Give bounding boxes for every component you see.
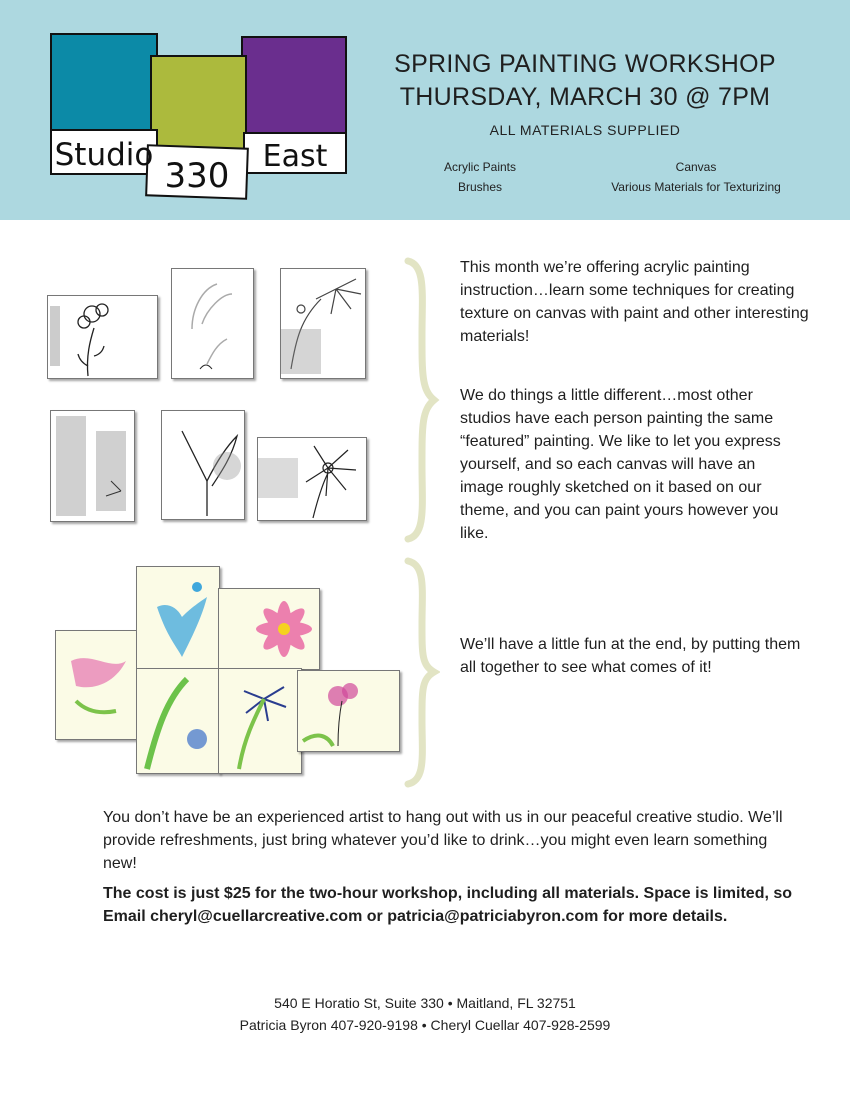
material-item: Various Materials for Texturizing	[611, 180, 781, 194]
sketch-canvas	[161, 410, 245, 520]
approach-paragraph: We do things a little different…most other studios have each person painting the same “featured” painting. We like to let you express yourself, and so each canvas will have an image roughly sketched on it based on our theme, and you can paint yours however you like.	[460, 387, 781, 542]
sketch-canvas	[50, 410, 135, 522]
sketch-canvas	[47, 295, 158, 379]
painted-canvas	[136, 566, 220, 674]
logo-word-studio: Studio	[54, 137, 154, 173]
material-item: Canvas	[675, 160, 717, 174]
materials-subtitle: ALL MATERIALS SUPPLIED	[489, 122, 681, 138]
material-item: Acrylic Paints	[443, 160, 517, 174]
painted-canvas	[55, 630, 139, 740]
painted-canvas	[136, 668, 220, 774]
cost-paragraph: The cost is just $25 for the two-hour workshop, including all materials. Space is limited, so Email cheryl@cuellarcreative.com or patricia@patriciabyron.com for more details.	[103, 885, 793, 925]
logo-word-east: East	[262, 139, 328, 174]
workshop-title	[380, 48, 790, 114]
refreshments-paragraph: You don’t have be an experienced artist to hang out with us in our peaceful creative studio. We’ll provide refreshments, just bring whatever you’d like to drink…you might even learn something new!	[103, 809, 783, 872]
curly-brace-decoration	[400, 555, 440, 790]
sketch-canvas	[280, 268, 366, 379]
intro-paragraph: This month we’re offering acrylic painting instruction…learn some techniques for creating texture on canvas with paint and other interesting materials!	[460, 259, 809, 345]
material-item: Brushes	[457, 180, 503, 194]
materials-left	[420, 157, 540, 197]
studio-330-east-logo	[0, 0, 360, 220]
painted-canvas	[218, 588, 320, 670]
sketch-canvas	[171, 268, 254, 379]
painted-canvas	[218, 668, 302, 774]
curly-brace-decoration	[400, 255, 440, 545]
footer-contacts: Patricia Byron 407-920-9198 • Cheryl Cuellar 407-928-2599	[239, 1017, 611, 1033]
title-line-2: THURSDAY, MARCH 30 @ 7PM	[399, 83, 771, 111]
footer-address: 540 E Horatio St, Suite 330 • Maitland, FL 32751	[274, 995, 576, 1011]
logo-word-330: 330	[164, 156, 230, 196]
sketch-canvas	[257, 437, 367, 521]
title-line-1: SPRING PAINTING WORKSHOP	[394, 50, 776, 78]
materials-right	[596, 157, 796, 197]
finale-paragraph: We’ll have a little fun at the end, by putting them all together to see what comes of it!	[460, 636, 801, 676]
painted-canvas	[297, 670, 400, 752]
